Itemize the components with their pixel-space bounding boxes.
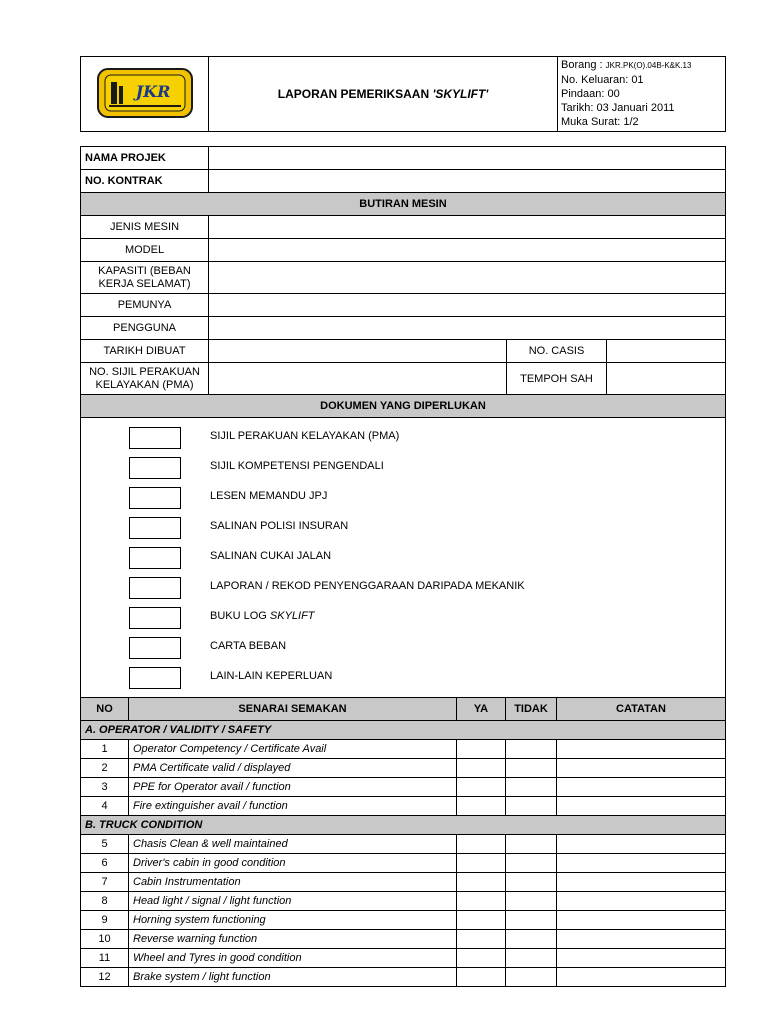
checklist-ya-cell[interactable] <box>457 740 506 759</box>
checklist-row <box>81 740 726 759</box>
checklist-table <box>80 697 726 987</box>
model-field[interactable] <box>209 239 726 262</box>
document-label <box>210 520 348 532</box>
checklist-item-text: PPE for Operator avail / function <box>129 778 457 797</box>
checklist-item-no: 1 <box>81 740 129 759</box>
title-main: LAPORAN PEMERIKSAAN <box>277 87 433 101</box>
checklist-ya-cell[interactable] <box>457 854 506 873</box>
checklist-item-text: Brake system / light function <box>129 968 457 987</box>
header-catatan: CATATAN <box>557 698 726 721</box>
pengguna-field[interactable] <box>209 317 726 340</box>
machine-info-table <box>80 146 726 418</box>
document-label-text: SIJIL PERAKUAN KELAYAKAN (PMA) <box>210 430 400 442</box>
checklist-catatan-cell[interactable] <box>557 778 726 797</box>
checklist-item-no: 3 <box>81 778 129 797</box>
checklist-catatan-cell[interactable] <box>557 797 726 816</box>
checklist-tidak-cell[interactable] <box>506 759 557 778</box>
tarikh-dibuat-field[interactable] <box>209 340 507 363</box>
checklist-item-no: 10 <box>81 930 129 949</box>
no-casis-field[interactable] <box>607 340 726 363</box>
checklist-item-no: 8 <box>81 892 129 911</box>
checklist-item-no: 9 <box>81 911 129 930</box>
logo-cell <box>81 57 209 132</box>
document-label-text: BUKU LOG <box>210 610 270 622</box>
checklist-ya-cell[interactable] <box>457 968 506 987</box>
document-label-text: SIJIL KOMPETENSI PENGENDALI <box>210 460 384 472</box>
checklist-ya-cell[interactable] <box>457 930 506 949</box>
checklist-item-text: Horning system functioning <box>129 911 457 930</box>
checklist-catatan-cell[interactable] <box>557 873 726 892</box>
tempoh-sah-label: TEMPOH SAH <box>507 363 607 395</box>
nama-projek-field[interactable] <box>209 147 726 170</box>
pemunya-field[interactable] <box>209 294 726 317</box>
checklist-row <box>81 949 726 968</box>
checklist-item-text: Fire extinguisher avail / function <box>129 797 457 816</box>
borang-label: Borang : <box>561 59 606 71</box>
checklist-row <box>81 892 726 911</box>
checklist-tidak-cell[interactable] <box>506 778 557 797</box>
checklist-item-text: Driver's cabin in good condition <box>129 854 457 873</box>
tarikh-dibuat-label: TARIKH DIBUAT <box>81 340 209 363</box>
checklist-item-text: Head light / signal / light function <box>129 892 457 911</box>
checklist-tidak-cell[interactable] <box>506 930 557 949</box>
checklist-item-no: 4 <box>81 797 129 816</box>
checklist-row <box>81 930 726 949</box>
checklist-section-title: A. OPERATOR / VALIDITY / SAFETY <box>81 721 726 740</box>
checklist-row <box>81 778 726 797</box>
document-checkbox[interactable] <box>129 547 181 569</box>
checklist-ya-cell[interactable] <box>457 778 506 797</box>
document-label <box>210 640 286 652</box>
jkr-logo <box>95 65 195 121</box>
pindaan: Pindaan: 00 <box>561 88 620 100</box>
kapasiti-label: KAPASITI (BEBAN KERJA SELAMAT) <box>81 262 209 294</box>
checklist-tidak-cell[interactable] <box>506 854 557 873</box>
checklist-ya-cell[interactable] <box>457 911 506 930</box>
checklist-section-row <box>81 721 726 740</box>
document-label-text: LAIN-LAIN KEPERLUAN <box>210 670 333 682</box>
checklist-catatan-cell[interactable] <box>557 740 726 759</box>
jenis-mesin-field[interactable] <box>209 216 726 239</box>
checklist-section-row <box>81 816 726 835</box>
checklist-tidak-cell[interactable] <box>506 797 557 816</box>
document-label-text: SALINAN CUKAI JALAN <box>210 550 332 562</box>
tarikh: Tarikh: 03 Januari 2011 <box>561 102 675 114</box>
model-label: MODEL <box>81 239 209 262</box>
form-header <box>80 56 726 132</box>
checklist-header-row <box>81 698 726 721</box>
no-kontrak-field[interactable] <box>209 170 726 193</box>
document-checkbox[interactable] <box>129 487 181 509</box>
document-label-italic: SKYLIFT <box>269 610 315 622</box>
checklist-item-no: 7 <box>81 873 129 892</box>
checklist-tidak-cell[interactable] <box>506 968 557 987</box>
tempoh-sah-field[interactable] <box>607 363 726 395</box>
pemunya-label: PEMUNYA <box>81 294 209 317</box>
no-sijil-field[interactable] <box>209 363 507 395</box>
document-checkbox[interactable] <box>129 667 181 689</box>
no-casis-label: NO. CASIS <box>507 340 607 363</box>
checklist-row <box>81 797 726 816</box>
checklist-row <box>81 835 726 854</box>
checklist-row <box>81 854 726 873</box>
checklist-tidak-cell[interactable] <box>506 892 557 911</box>
checklist-row <box>81 911 726 930</box>
checklist-catatan-cell[interactable] <box>557 759 726 778</box>
document-label-text: LESEN MEMANDU JPJ <box>210 490 328 502</box>
checklist-row <box>81 759 726 778</box>
form-meta <box>558 57 726 132</box>
checklist-section-title: B. TRUCK CONDITION <box>81 816 726 835</box>
document-label <box>210 670 332 682</box>
document-label-text: LAPORAN / REKOD PENYENGGARAAN DARIPADA MEKANIK <box>210 580 525 592</box>
form-title <box>209 57 558 132</box>
document-label <box>210 430 399 442</box>
checklist-catatan-cell[interactable] <box>557 911 726 930</box>
checklist-item-text: Cabin Instrumentation <box>129 873 457 892</box>
documents-list <box>80 417 726 698</box>
document-label <box>210 610 315 622</box>
checklist-item-text: PMA Certificate valid / displayed <box>129 759 457 778</box>
nama-projek-label: NAMA PROJEK <box>81 147 209 170</box>
document-label <box>210 550 331 562</box>
borang-code: JKR.PK(O).04B-K&K.13 <box>605 61 692 70</box>
checklist-catatan-cell[interactable] <box>557 949 726 968</box>
butiran-mesin-heading: BUTIRAN MESIN <box>81 193 726 216</box>
no-sijil-label: NO. SIJIL PERAKUAN KELAYAKAN (PMA) <box>81 363 209 395</box>
document-checkbox[interactable] <box>129 427 181 449</box>
checklist-tidak-cell[interactable] <box>506 911 557 930</box>
document-checkbox[interactable] <box>129 607 181 629</box>
checklist-item-text: Chasis Clean & well maintained <box>129 835 457 854</box>
document-label <box>210 490 327 502</box>
checklist-row <box>81 968 726 987</box>
muka-surat: Muka Surat: 1/2 <box>561 116 639 128</box>
document-label-text: CARTA BEBAN <box>210 640 287 652</box>
checklist-row <box>81 873 726 892</box>
no-keluaran: No. Keluaran: 01 <box>561 74 644 86</box>
checklist-item-no: 5 <box>81 835 129 854</box>
checklist-item-no: 12 <box>81 968 129 987</box>
checklist-ya-cell[interactable] <box>457 835 506 854</box>
checklist-item-no: 6 <box>81 854 129 873</box>
checklist-catatan-cell[interactable] <box>557 930 726 949</box>
checklist-ya-cell[interactable] <box>457 873 506 892</box>
checklist-item-text: Operator Competency / Certificate Avail <box>129 740 457 759</box>
checklist-item-no: 11 <box>81 949 129 968</box>
document-checkbox[interactable] <box>129 637 181 659</box>
kapasiti-field[interactable] <box>209 262 726 294</box>
checklist-catatan-cell[interactable] <box>557 854 726 873</box>
checklist-tidak-cell[interactable] <box>506 949 557 968</box>
document-label-text: SALINAN POLISI INSURAN <box>210 520 349 532</box>
document-label <box>210 580 525 592</box>
document-label <box>210 460 384 472</box>
document-checkbox[interactable] <box>129 457 181 479</box>
checklist-tidak-cell[interactable] <box>506 873 557 892</box>
checklist-ya-cell[interactable] <box>457 797 506 816</box>
jenis-mesin-label: JENIS MESIN <box>81 216 209 239</box>
dokumen-heading: DOKUMEN YANG DIPERLUKAN <box>81 395 726 418</box>
document-checkbox[interactable] <box>129 517 181 539</box>
no-kontrak-label: NO. KONTRAK <box>81 170 209 193</box>
checklist-ya-cell[interactable] <box>457 759 506 778</box>
logo-text: JKR <box>135 81 170 101</box>
checklist-item-no: 2 <box>81 759 129 778</box>
header-ya: YA <box>457 698 506 721</box>
header-senarai: SENARAI SEMAKAN <box>129 698 457 721</box>
checklist-tidak-cell[interactable] <box>506 835 557 854</box>
checklist-ya-cell[interactable] <box>457 892 506 911</box>
checklist-catatan-cell[interactable] <box>557 835 726 854</box>
document-checkbox[interactable] <box>129 577 181 599</box>
checklist-item-text: Reverse warning function <box>129 930 457 949</box>
title-italic: 'SKYLIFT' <box>432 87 489 101</box>
checklist-item-text: Wheel and Tyres in good condition <box>129 949 457 968</box>
pengguna-label: PENGGUNA <box>81 317 209 340</box>
header-tidak: TIDAK <box>506 698 557 721</box>
checklist-catatan-cell[interactable] <box>557 892 726 911</box>
header-no: NO <box>81 698 129 721</box>
checklist-catatan-cell[interactable] <box>557 968 726 987</box>
checklist-ya-cell[interactable] <box>457 949 506 968</box>
checklist-tidak-cell[interactable] <box>506 740 557 759</box>
